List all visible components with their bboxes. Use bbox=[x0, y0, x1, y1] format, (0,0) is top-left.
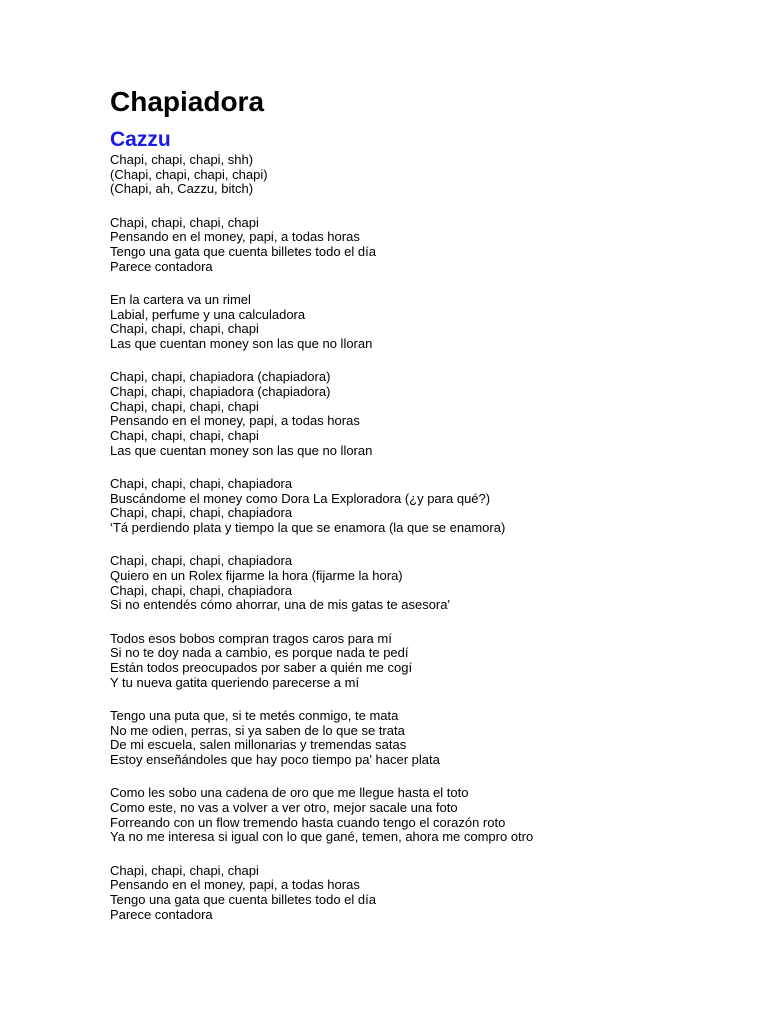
lyric-line: Forreando con un flow tremendo hasta cuando tengo el corazón roto bbox=[110, 814, 506, 830]
lyric-stanza bbox=[110, 632, 750, 691]
lyric-line: (Chapi, chapi, chapi, chapi) bbox=[110, 166, 268, 182]
lyric-line: Quiero en un Rolex fijarme la hora (fijarme la hora) bbox=[110, 567, 403, 583]
lyrics-document bbox=[110, 84, 750, 941]
lyric-line: Buscándome el money como Dora La Exploradora (¿y para qué?) bbox=[110, 490, 491, 506]
lyric-line: Parece contadora bbox=[110, 258, 213, 274]
lyric-line: Chapi, chapi, chapiadora (chapiadora) bbox=[110, 369, 331, 385]
lyric-line: Chapi, chapi, chapi, chapi bbox=[110, 398, 259, 414]
lyric-stanza bbox=[110, 786, 750, 845]
lyric-line: Parece contadora bbox=[110, 906, 213, 922]
lyric-stanza bbox=[110, 477, 750, 536]
lyric-line: Pensando en el money, papi, a todas horas bbox=[110, 413, 360, 429]
lyric-line: Chapi, chapi, chapi, chapi bbox=[110, 862, 259, 878]
lyric-line: Chapi, chapi, chapi, chapi bbox=[110, 214, 259, 230]
lyric-stanza bbox=[110, 153, 750, 197]
lyric-line: Las que cuentan money son las que no lloran bbox=[110, 336, 373, 352]
lyric-line: Chapi, chapi, chapi, chapi bbox=[110, 428, 259, 444]
lyric-line: Chapi, chapi, chapi, chapiadora bbox=[110, 475, 293, 491]
lyric-stanza bbox=[110, 293, 750, 352]
lyric-stanza bbox=[110, 709, 750, 768]
lyric-line: Están todos preocupados por saber a quién me cogí bbox=[110, 659, 413, 675]
lyric-stanza bbox=[110, 216, 750, 275]
lyric-line: Labial, perfume y una calculadora bbox=[110, 306, 306, 322]
lyric-line: En la cartera va un rimel bbox=[110, 291, 251, 307]
lyric-line: Ya no me interesa si igual con lo que gané, temen, ahora me compro otro bbox=[110, 829, 534, 845]
lyric-stanza bbox=[110, 370, 750, 458]
lyric-line: Las que cuentan money son las que no lloran bbox=[110, 442, 373, 458]
lyric-line: Chapi, chapi, chapi, chapiadora bbox=[110, 505, 293, 521]
lyric-stanza bbox=[110, 864, 750, 923]
lyric-stanza bbox=[110, 554, 750, 613]
lyric-line: De mi escuela, salen millonarias y tremendas satas bbox=[110, 737, 407, 753]
lyric-line: No me odien, perras, si ya saben de lo que se trata bbox=[110, 722, 405, 738]
lyric-line: Chapi, chapi, chapi, chapi bbox=[110, 321, 259, 337]
lyrics-body bbox=[110, 153, 750, 922]
lyric-line: Tengo una gata que cuenta billetes todo el día bbox=[110, 891, 376, 907]
lyric-line: Todos esos bobos compran tragos caros para mí bbox=[110, 630, 392, 646]
lyric-line: Y tu nueva gatita queriendo parecerse a mí bbox=[110, 674, 360, 690]
lyric-line: Como les sobo una cadena de oro que me llegue hasta el toto bbox=[110, 785, 469, 801]
lyric-line: (Chapi, ah, Cazzu, bitch) bbox=[110, 181, 254, 197]
lyric-line: Chapi, chapi, chapi, shh) bbox=[110, 152, 254, 167]
lyric-line: Chapi, chapi, chapi, chapiadora bbox=[110, 582, 293, 598]
lyric-line: Como este, no vas a volver a ver otro, mejor sacale una foto bbox=[110, 799, 458, 815]
lyric-line: Si no entendés cómo ahorrar, una de mis gatas te asesora' bbox=[110, 597, 450, 613]
lyric-line: Pensando en el money, papi, a todas horas bbox=[110, 877, 360, 893]
lyric-line: Chapi, chapi, chapiadora (chapiadora) bbox=[110, 383, 331, 399]
lyric-line: Si no te doy nada a cambio, es porque nada te pedí bbox=[110, 645, 409, 661]
song-title: Chapiadora bbox=[110, 86, 265, 117]
lyric-line: Tengo una puta que, si te metés conmigo, te mata bbox=[110, 707, 399, 723]
lyric-line: Pensando en el money, papi, a todas horas bbox=[110, 229, 360, 245]
lyric-line: Chapi, chapi, chapi, chapiadora bbox=[110, 553, 293, 569]
lyric-line: Estoy enseñándoles que hay poco tiempo pa' hacer plata bbox=[110, 752, 440, 767]
artist-name: Cazzu bbox=[110, 128, 171, 151]
lyric-line: ‘Tá perdiendo plata y tiempo la que se enamora (la que se enamora) bbox=[110, 520, 506, 536]
lyric-line: Tengo una gata que cuenta billetes todo el día bbox=[110, 244, 376, 260]
